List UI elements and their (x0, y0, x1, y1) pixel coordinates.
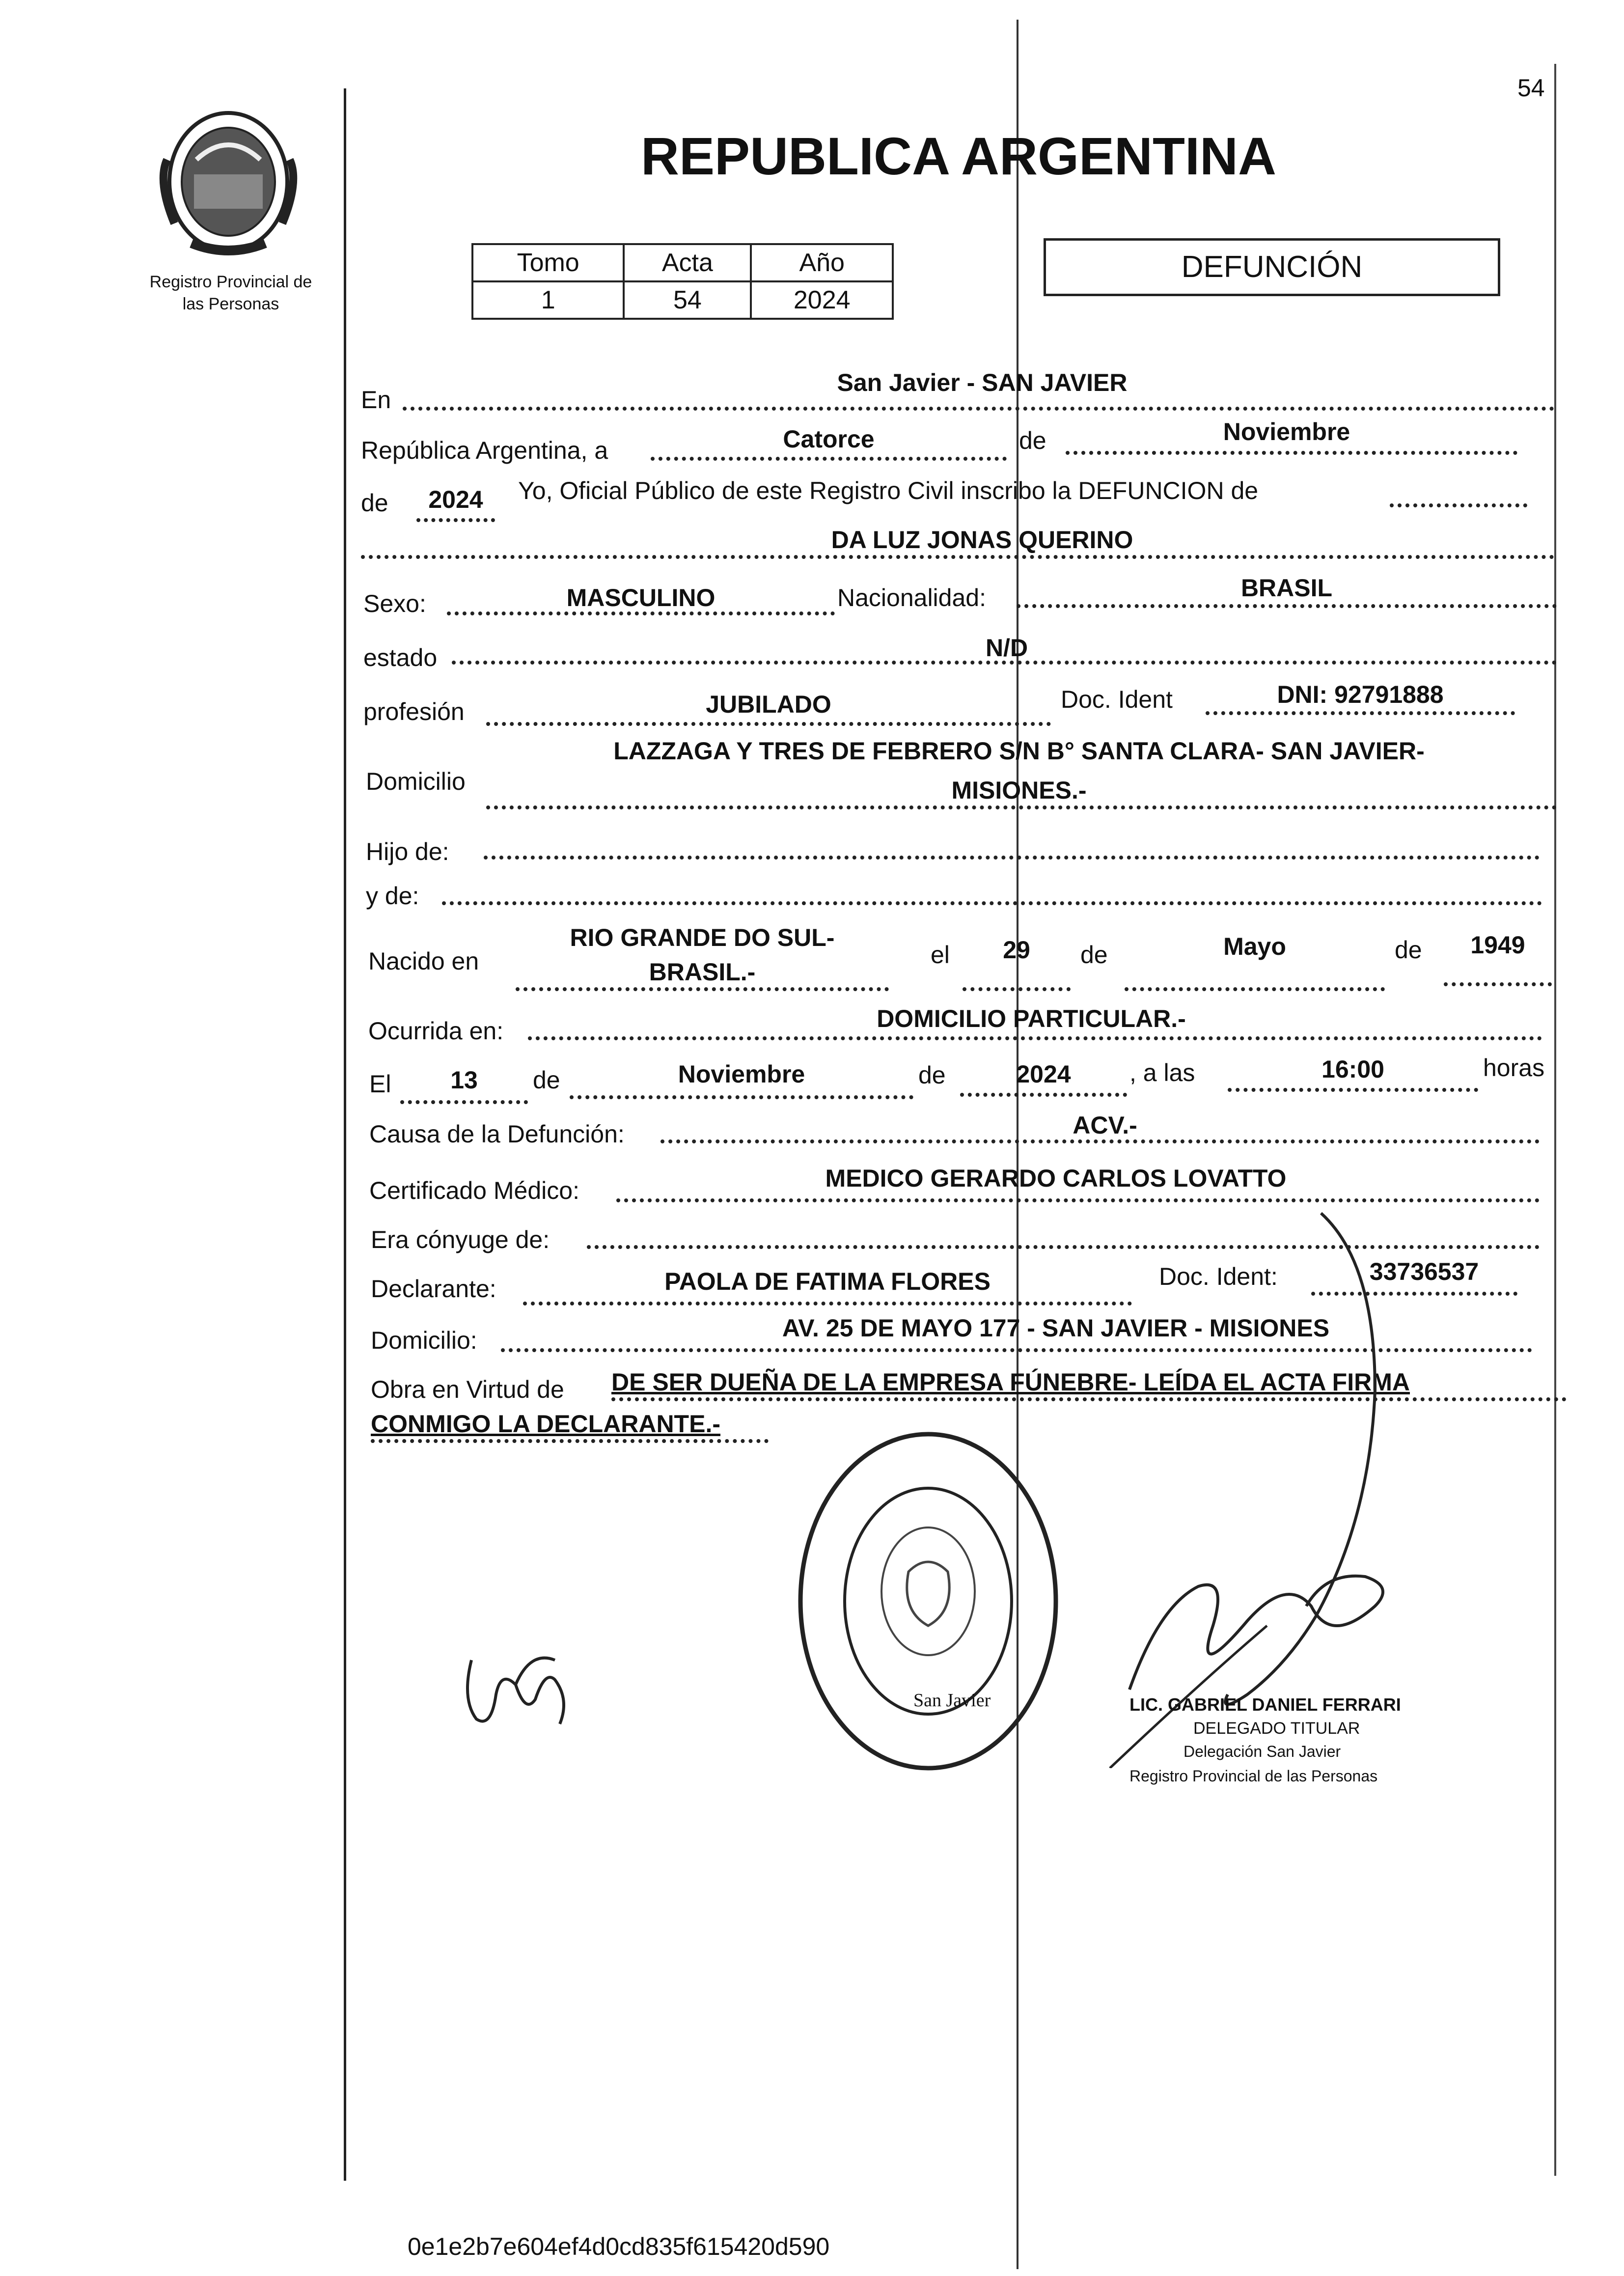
yo-trailing-line (1390, 503, 1527, 507)
domicilio-line2: MISIONES.- (951, 777, 1087, 804)
officer-role: DELEGADO TITULAR (1193, 1719, 1360, 1738)
doc2-value: 33736537 (1369, 1258, 1479, 1285)
birth-month-line (1125, 987, 1385, 991)
deceased-name: DA LUZ JONAS QUERINO (831, 526, 1133, 554)
declarante-label: Declarante: (371, 1275, 496, 1303)
en-line (403, 407, 1554, 411)
death-time: 16:00 (1321, 1055, 1384, 1083)
reference-table (471, 243, 894, 320)
yo-text: Yo, Oficial Público de este Registro Civil inscribo la DEFUNCION de (518, 477, 1259, 504)
de-year-label: de (361, 489, 388, 517)
month-line (1066, 451, 1517, 455)
certificado-label: Certificado Médico: (369, 1177, 579, 1204)
birth-de1: de (1080, 941, 1108, 969)
registry-stamp (793, 1424, 1063, 1778)
center-fold-line (1017, 20, 1018, 2269)
day-words-line (651, 457, 1007, 461)
header-acta: Acta (624, 244, 751, 281)
domicilio-line1: LAZZAGA Y TRES DE FEBRERO S/N B° SANTA CLARA- SAN JAVIER- (613, 737, 1425, 765)
officer-registry: Registro Provincial de las Personas (1129, 1767, 1378, 1785)
birth-year-line (1444, 982, 1552, 986)
registry-name-line2: las Personas (182, 295, 279, 313)
header-tomo: Tomo (472, 244, 624, 281)
page-number: 54 (1517, 74, 1545, 102)
profesion-label: profesión (363, 698, 465, 725)
nacido-line2: BRASIL.- (649, 958, 756, 986)
de-label: de (1019, 427, 1046, 454)
causa-line (661, 1139, 1540, 1143)
death-year: 2024 (1016, 1060, 1071, 1088)
year-line (416, 518, 495, 522)
sexo-line (447, 611, 835, 615)
officer-signature (1100, 1203, 1444, 1768)
profesion-line (486, 722, 1051, 726)
record-type: DEFUNCIÓN (1181, 250, 1363, 284)
nacionalidad-label: Nacionalidad: (837, 584, 986, 611)
sexo-value: MASCULINO (566, 584, 716, 611)
header-anio: Año (751, 244, 893, 281)
sexo-label: Sexo: (363, 590, 426, 617)
causa-label: Causa de la Defunción: (369, 1120, 625, 1148)
officer-office: Delegación San Javier (1184, 1743, 1341, 1760)
obra-line2: CONMIGO LA DECLARANTE.- (371, 1410, 720, 1438)
registry-name-line1: Registro Provincial de (149, 273, 312, 291)
day-words: Catorce (783, 425, 875, 453)
nacido-line1: RIO GRANDE DO SUL- (570, 924, 835, 951)
en-value: San Javier - SAN JAVIER (837, 369, 1128, 396)
value-tomo: 1 (472, 281, 624, 319)
doc-line (1206, 711, 1515, 715)
death-day-line (400, 1100, 528, 1104)
province-emblem (147, 101, 309, 263)
certificado-line (616, 1198, 1540, 1202)
birth-month: Mayo (1223, 933, 1286, 960)
value-anio: 2024 (751, 281, 893, 319)
right-margin-line (1554, 64, 1556, 2176)
obra-line1: DE SER DUEÑA DE LA EMPRESA FÚNEBRE- LEÍDA EL ACTA FIRMA (611, 1368, 1410, 1396)
hijo-line (484, 856, 1540, 860)
ocurrida-label: Ocurrida en: (368, 1017, 504, 1045)
death-day: 13 (450, 1066, 478, 1094)
republica-label: República Argentina, a (361, 437, 608, 464)
el-label: el (931, 941, 950, 969)
yde-label: y de: (366, 882, 419, 910)
doc2-label: Doc. Ident: (1159, 1263, 1278, 1290)
stamp-place: San Javier (913, 1690, 991, 1711)
month-registered: Noviembre (1223, 418, 1350, 445)
estado-label: estado (363, 644, 438, 671)
birth-year: 1949 (1470, 931, 1525, 959)
death-time-line (1228, 1088, 1478, 1092)
profesion-value: JUBILADO (706, 691, 831, 718)
page-title: REPUBLICA ARGENTINA (641, 126, 1276, 186)
domicilio-label: Domicilio (366, 768, 466, 795)
officer-name: LIC. GABRIEL DANIEL FERRARI (1129, 1694, 1401, 1715)
death-de2: de (918, 1061, 946, 1089)
left-margin-line (344, 88, 346, 2181)
declarante-line (523, 1302, 1132, 1305)
ocurrida-value: DOMICILIO PARTICULAR.- (877, 1005, 1186, 1032)
estado-value: N/D (985, 634, 1028, 662)
doc-label: Doc. Ident (1061, 686, 1173, 713)
yde-line (442, 901, 1542, 905)
certificado-value: MEDICO GERARDO CARLOS LOVATTO (825, 1165, 1287, 1192)
deceased-name-line (361, 555, 1554, 559)
year-registered: 2024 (428, 486, 483, 513)
horas-label: horas (1483, 1054, 1545, 1082)
nacionalidad-value: BRASIL (1240, 574, 1333, 602)
causa-value: ACV.- (1073, 1111, 1137, 1139)
death-de1: de (533, 1066, 560, 1094)
death-month-line (570, 1095, 913, 1099)
doc-value: DNI: 92791888 (1277, 681, 1444, 708)
ocurrida-line (528, 1036, 1542, 1040)
document-hash: 0e1e2b7e604ef4d0cd835f615420d590 (408, 2233, 830, 2260)
nacido-label: Nacido en (368, 947, 479, 975)
domicilio2-label: Domicilio: (371, 1327, 477, 1354)
conyuge-label: Era cónyuge de: (371, 1226, 550, 1253)
alas-label: , a las (1129, 1059, 1195, 1086)
record-type-box (1044, 238, 1500, 296)
obra-line2-dots (371, 1439, 769, 1443)
obra-label: Obra en Virtud de (371, 1376, 564, 1403)
en-label: En (361, 386, 391, 414)
birth-day: 29 (1003, 936, 1030, 964)
birth-de2: de (1395, 936, 1422, 964)
hijo-label: Hijo de: (366, 838, 449, 865)
death-year-line (960, 1093, 1127, 1097)
domicilio2-value: AV. 25 DE MAYO 177 - SAN JAVIER - MISIONES (782, 1314, 1330, 1342)
el2-label: El (369, 1070, 391, 1098)
domicilio-line (486, 805, 1557, 809)
declarant-signature (457, 1640, 584, 1739)
value-acta: 54 (624, 281, 751, 319)
declarante-value: PAOLA DE FATIMA FLORES (664, 1268, 991, 1295)
nacido-line (516, 987, 889, 991)
death-month: Noviembre (678, 1060, 805, 1088)
nacionalidad-line (1017, 604, 1557, 608)
